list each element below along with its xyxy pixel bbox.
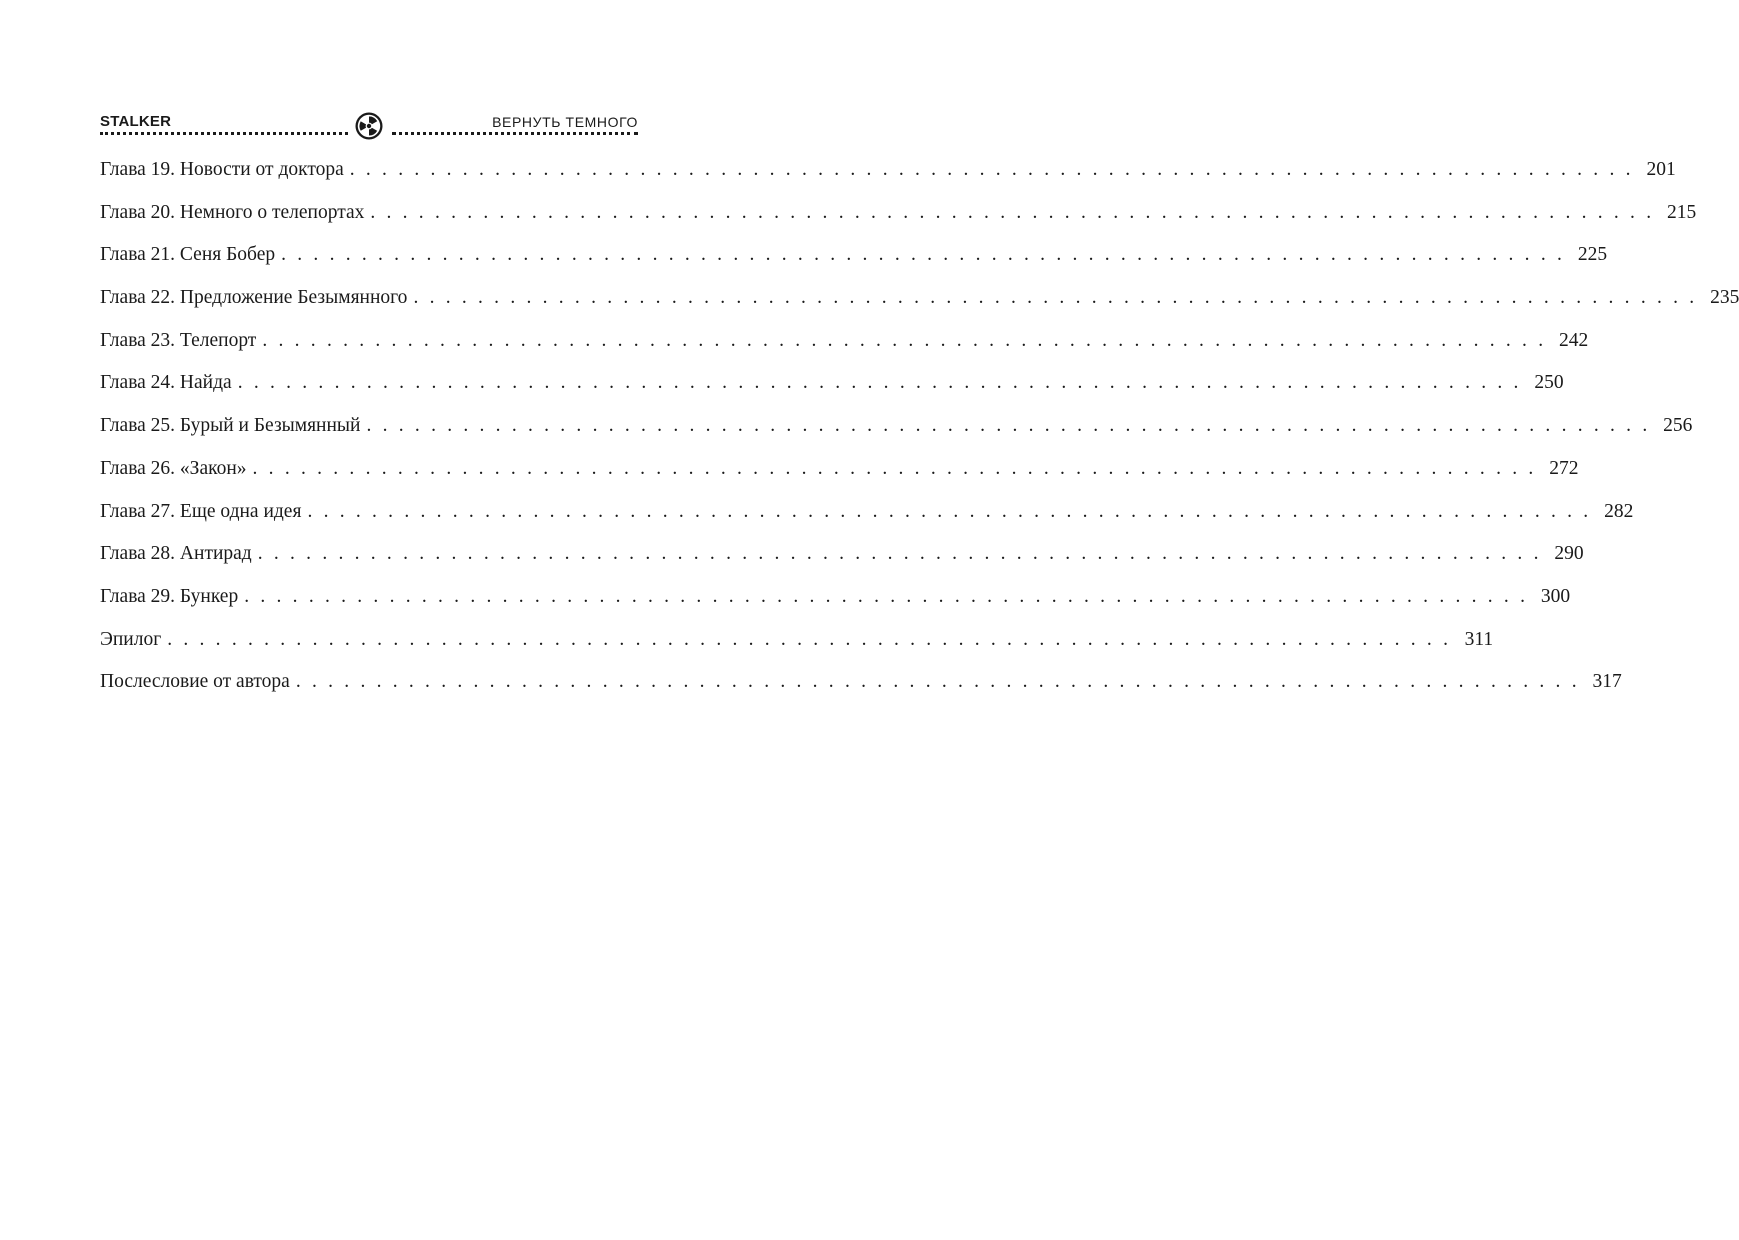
table-of-contents bbox=[100, 156, 1739, 711]
toc-entry-title: Глава 22. Предложение Безымянного bbox=[100, 287, 408, 309]
toc-entry bbox=[100, 498, 1634, 541]
toc-entry bbox=[100, 540, 1584, 583]
toc-entry bbox=[100, 199, 1697, 242]
toc-entry-page-number: 201 bbox=[1646, 159, 1676, 180]
toc-entry bbox=[100, 284, 1739, 327]
header-dotted-rule-right bbox=[392, 132, 638, 135]
dot-leader: . . . . . . . . . . . . . . . . . . . . . . . . . . . . . . . . . . . . . . . . . . . . . . . . . . . . . . . . . . . . . . . . . . . . . . . . . . . . . . . . bbox=[349, 159, 1634, 180]
running-header bbox=[100, 110, 638, 142]
dot-leader: . . . . . . . . . . . . . . . . . . . . . . . . . . . . . . . . . . . . . . . . . . . . . . . . . . . . . . . . . . . . . . . . . . . . . . . . . . . . . . . . bbox=[262, 329, 1547, 351]
book-title: ВЕРНУТЬ ТЕМНОГО bbox=[492, 114, 638, 130]
dot-leader: . . . . . . . . . . . . . . . . . . . . . . . . . . . . . . . . . . . . . . . . . . . . . . . . . . . . . . . . . . . . . . . . . . . . . . . . . . . . . . . . bbox=[257, 543, 1542, 565]
toc-entry-title: Глава 25. Бурый и Безымянный bbox=[100, 415, 361, 437]
toc-entry-page-number: 250 bbox=[1534, 372, 1564, 394]
toc-entry bbox=[100, 156, 1676, 199]
toc-entry bbox=[100, 668, 1622, 711]
toc-entry bbox=[100, 327, 1589, 370]
toc-entry-page-number: 242 bbox=[1559, 329, 1589, 351]
dot-leader: . . . . . . . . . . . . . . . . . . . . . . . . . . . . . . . . . . . . . . . . . . . . . . . . . . . . . . . . . . . . . . . . . . . . . . . . . . . . . . . . bbox=[307, 500, 1592, 522]
toc-entry-page-number: 256 bbox=[1663, 415, 1693, 437]
toc-entry-title: Глава 20. Немного о телепортах bbox=[100, 201, 365, 223]
toc-entry-title: Глава 19. Новости от доктора bbox=[100, 159, 344, 180]
toc-entry-title: Послесловие от автора bbox=[100, 671, 290, 693]
toc-entry bbox=[100, 455, 1579, 498]
toc-entry bbox=[100, 369, 1564, 412]
dot-leader: . . . . . . . . . . . . . . . . . . . . . . . . . . . . . . . . . . . . . . . . . . . . . . . . . . . . . . . . . . . . . . . . . . . . . . . . . . . . . . . . bbox=[281, 244, 1566, 266]
toc-entry-page-number: 235 bbox=[1710, 287, 1739, 309]
toc-entry-title: Глава 29. Бункер bbox=[100, 585, 239, 607]
toc-entry-page-number: 290 bbox=[1554, 543, 1584, 565]
toc-entry-page-number: 317 bbox=[1592, 671, 1622, 693]
dot-leader: . . . . . . . . . . . . . . . . . . . . . . . . . . . . . . . . . . . . . . . . . . . . . . . . . . . . . . . . . . . . . . . . . . . . . . . . . . . . . . . . bbox=[244, 585, 1529, 607]
dot-leader: . . . . . . . . . . . . . . . . . . . . . . . . . . . . . . . . . . . . . . . . . . . . . . . . . . . . . . . . . . . . . . . . . . . . . . . . . . . . . . . . bbox=[366, 415, 1651, 437]
radiation-icon bbox=[354, 111, 384, 141]
dot-leader: . . . . . . . . . . . . . . . . . . . . . . . . . . . . . . . . . . . . . . . . . . . . . . . . . . . . . . . . . . . . . . . . . . . . . . . . . . . . . . . . bbox=[167, 628, 1452, 650]
toc-entry-page-number: 282 bbox=[1604, 500, 1634, 522]
dot-leader: . . . . . . . . . . . . . . . . . . . . . . . . . . . . . . . . . . . . . . . . . . . . . . . . . . . . . . . . . . . . . . . . . . . . . . . . . . . . . . . . bbox=[295, 671, 1580, 693]
toc-entry bbox=[100, 626, 1494, 669]
toc-entry-page-number: 215 bbox=[1667, 201, 1697, 223]
toc-entry-title: Глава 27. Еще одна идея bbox=[100, 500, 302, 522]
dot-leader: . . . . . . . . . . . . . . . . . . . . . . . . . . . . . . . . . . . . . . . . . . . . . . . . . . . . . . . . . . . . . . . . . . . . . . . . . . . . . . . . bbox=[252, 457, 1537, 479]
dot-leader: . . . . . . . . . . . . . . . . . . . . . . . . . . . . . . . . . . . . . . . . . . . . . . . . . . . . . . . . . . . . . . . . . . . . . . . . . . . . . . . . bbox=[413, 287, 1698, 309]
toc-entry-title: Глава 28. Антирад bbox=[100, 543, 252, 565]
toc-entry-page-number: 272 bbox=[1549, 457, 1579, 479]
toc-entry bbox=[100, 412, 1693, 455]
toc-entry-page-number: 300 bbox=[1540, 585, 1571, 607]
header-dotted-rule-left bbox=[100, 132, 348, 135]
toc-entry-title: Глава 24. Найда bbox=[100, 372, 232, 394]
toc-entry bbox=[100, 583, 1571, 626]
dot-leader: . . . . . . . . . . . . . . . . . . . . . . . . . . . . . . . . . . . . . . . . . . . . . . . . . . . . . . . . . . . . . . . . . . . . . . . . . . . . . . . . bbox=[370, 201, 1655, 223]
toc-entry-title: Глава 21. Сеня Бобер bbox=[100, 244, 276, 266]
toc-entry-title: Глава 23. Телепорт bbox=[100, 329, 257, 351]
toc-entry-title: Эпилог bbox=[100, 628, 162, 650]
toc-entry bbox=[100, 241, 1608, 284]
toc-entry-page-number: 311 bbox=[1464, 628, 1494, 650]
toc-entry-page-number: 225 bbox=[1577, 244, 1608, 266]
series-title: STALKER bbox=[100, 113, 172, 130]
dot-leader: . . . . . . . . . . . . . . . . . . . . . . . . . . . . . . . . . . . . . . . . . . . . . . . . . . . . . . . . . . . . . . . . . . . . . . . . . . . . . . . . bbox=[237, 372, 1522, 394]
toc-entry-title: Глава 26. «Закон» bbox=[100, 457, 247, 479]
